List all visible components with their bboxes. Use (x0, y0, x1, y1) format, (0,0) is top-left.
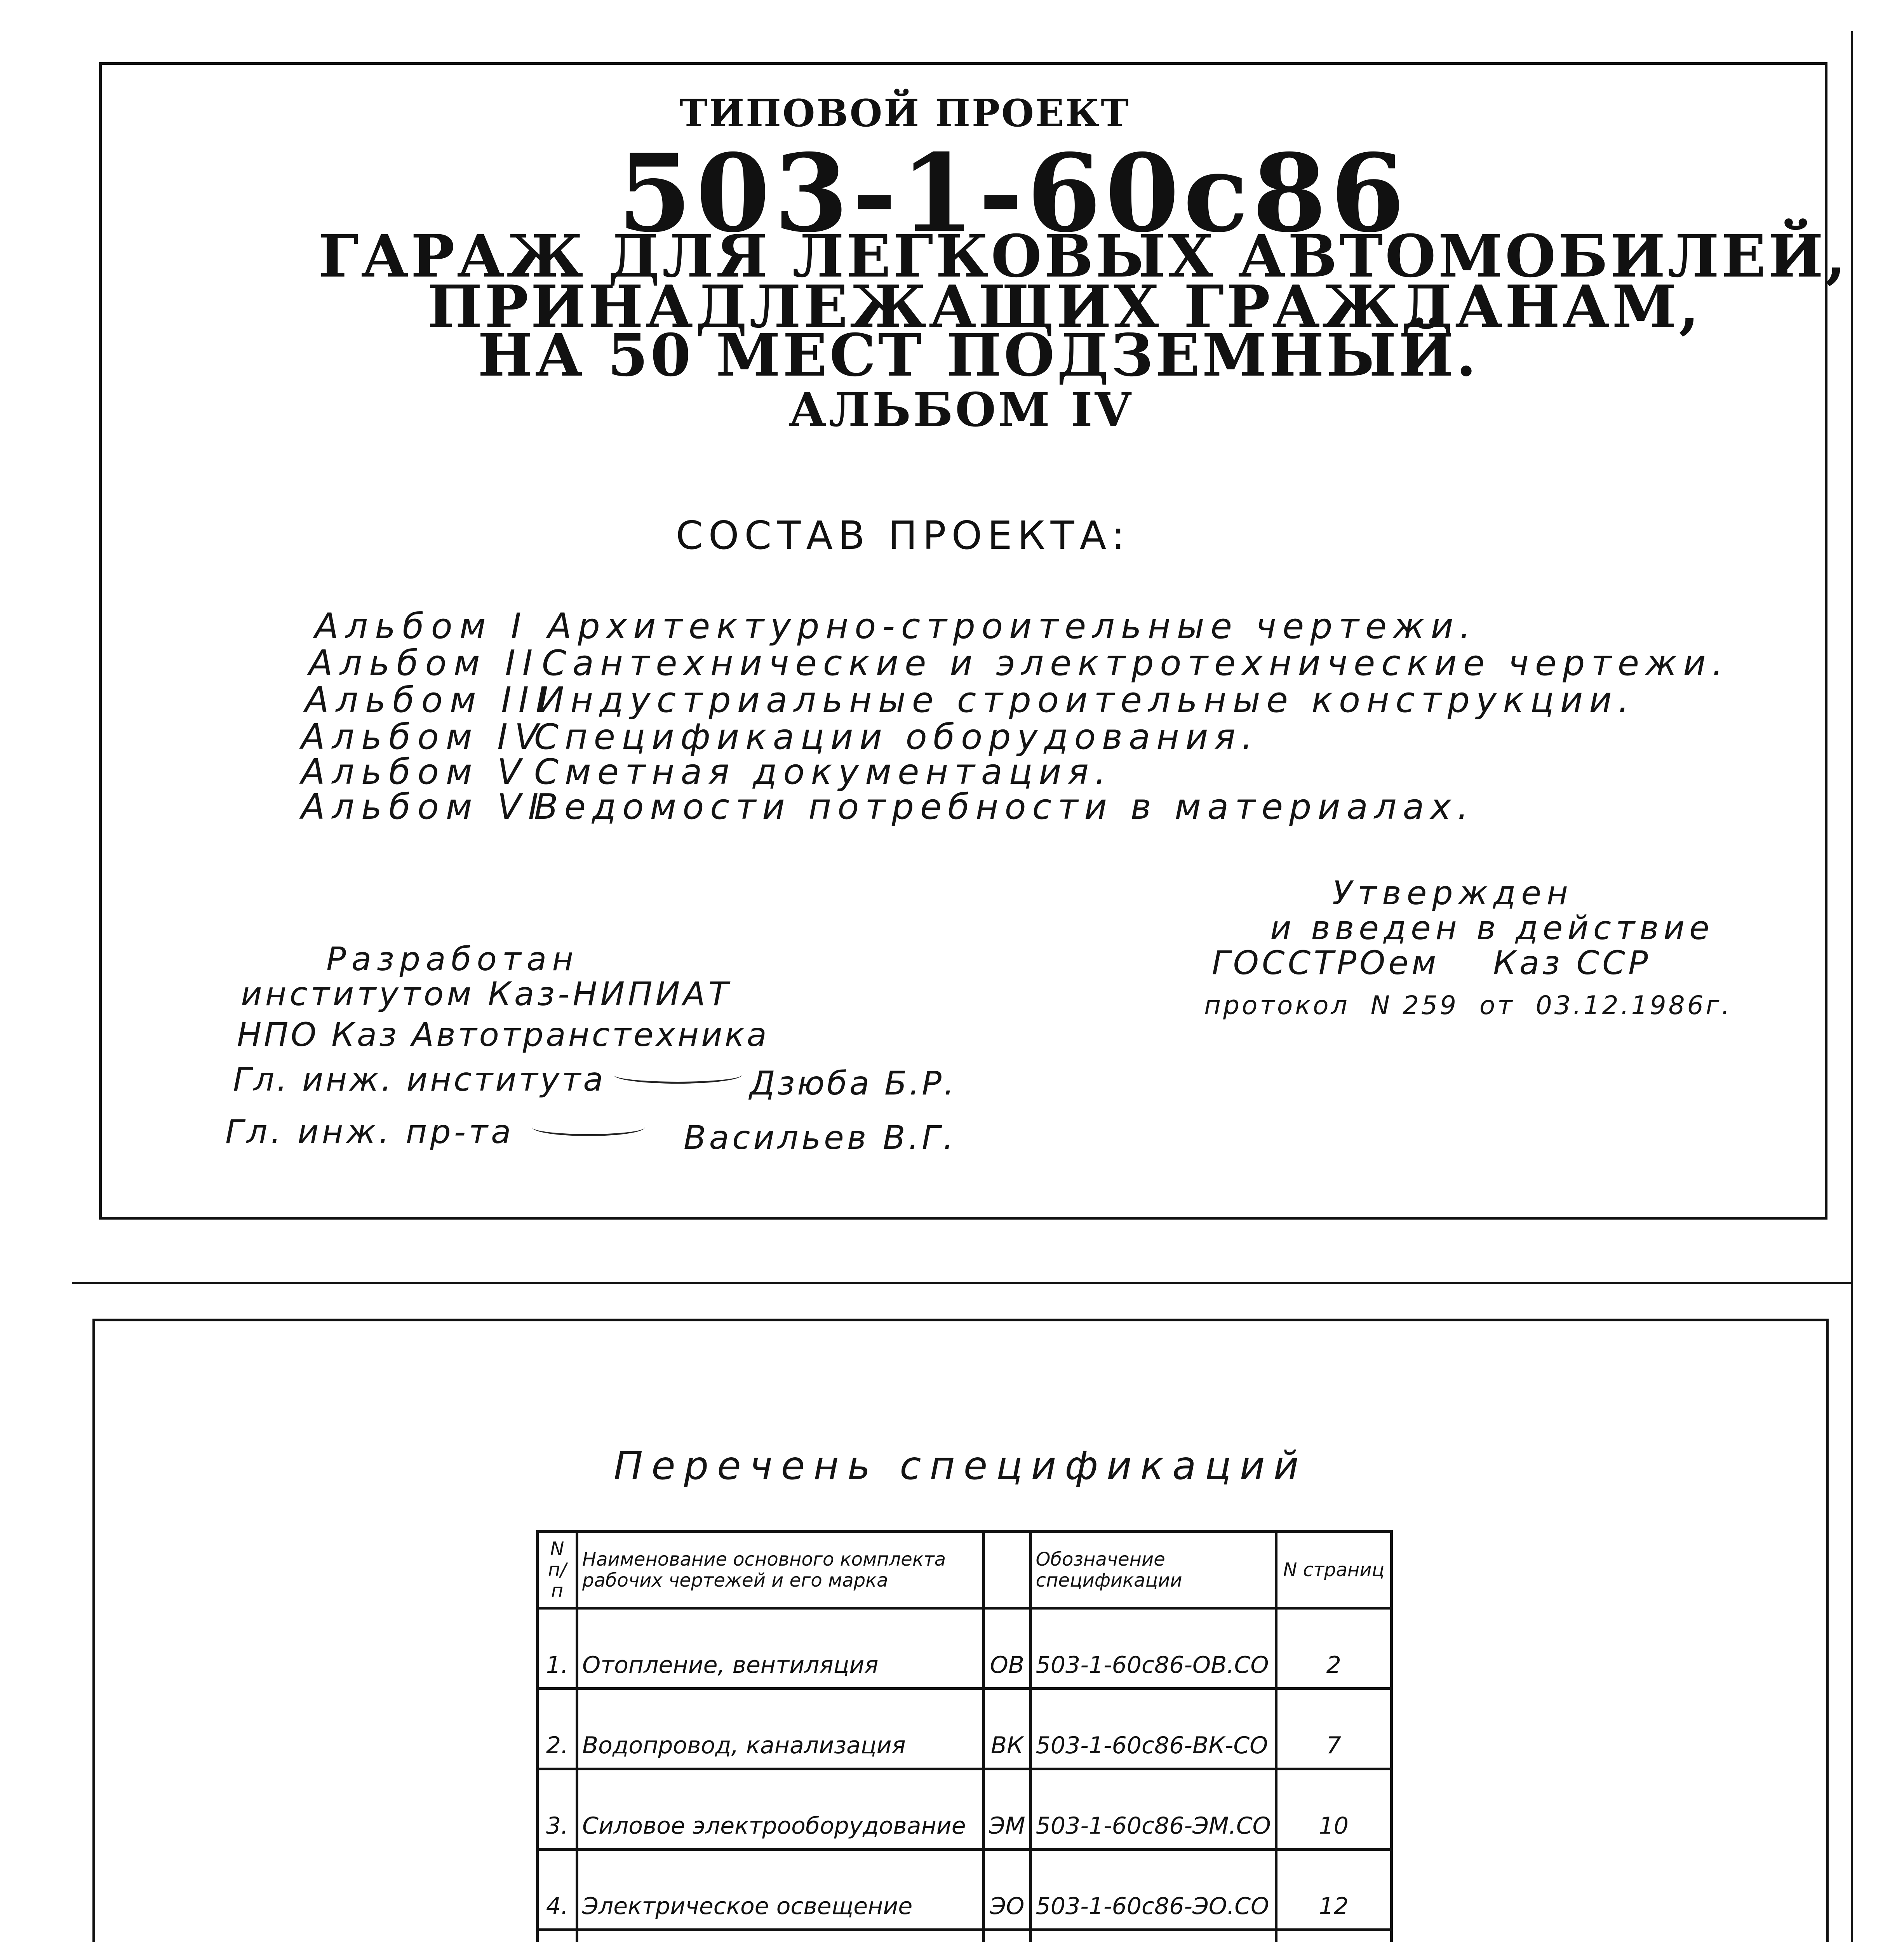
chief-engineer-project-name: Васильев В.Г. (684, 1119, 957, 1157)
row-code: 503-1-60с86-ВК-СО (1030, 1689, 1276, 1769)
signature-vasiliev (532, 1119, 645, 1136)
signature-dzyuba (614, 1066, 742, 1084)
developer-line-2: институтом Каз-НИПИАТ (241, 975, 732, 1013)
title-line-1: ГАРАЖ ДЛЯ ЛЕГКОВЫХ АВТОМОБИЛЕЙ, (318, 222, 1848, 291)
album-description: Архитектурно-строительные чертежи. (548, 606, 1477, 647)
table-row (538, 1689, 1392, 1769)
developer-line-1: Разработан (326, 940, 579, 978)
row-pages: 10 (1276, 1769, 1391, 1850)
chief-engineer-institute-name: Дзюба Б.Р. (750, 1064, 957, 1102)
approved-protocol: протокол N 259 от 03.12.1986г. (1204, 990, 1732, 1020)
album-description: Индустриальные строительные конструкции. (538, 680, 1636, 720)
row-mark: ОВ (984, 1608, 1031, 1689)
right-edge-line (1851, 31, 1853, 1942)
row-mark (984, 1930, 1031, 1942)
header-pages: N страниц (1276, 1532, 1391, 1608)
row-name: Электрическое освещение (577, 1850, 984, 1930)
row-no: 3. (538, 1769, 577, 1850)
row-pages: 7 (1276, 1689, 1391, 1769)
row-code: 503-1-60с86-ЭО.СО (1030, 1850, 1276, 1930)
album-label: Альбом II (309, 643, 540, 684)
album-row (309, 643, 1729, 684)
row-no: 1. (538, 1608, 577, 1689)
table-row (538, 1930, 1392, 1942)
chief-engineer-institute-label: Гл. инж. института (233, 1060, 606, 1098)
row-name: Водопровод, канализация (577, 1689, 984, 1769)
spec-table (536, 1530, 1393, 1942)
approved-line-3: ГОССТРОем Каз ССР (1212, 944, 1651, 982)
album-label: Альбом I (315, 606, 528, 647)
album-row (301, 787, 1474, 827)
header-name: Наименование основного комплекта рабочих чертежей и его марка (577, 1532, 984, 1608)
row-mark: ВК (984, 1689, 1031, 1769)
approved-line-1: Утвержден (1332, 874, 1573, 912)
header-mark (984, 1532, 1031, 1608)
approved-line-2: и введен в действие (1270, 909, 1714, 947)
row-name: Отопление, вентиляция (577, 1608, 984, 1689)
table-row (538, 1608, 1392, 1689)
developer-line-3: НПО Каз Автотранстехника (237, 1016, 769, 1054)
title-line-2: ПРИНАДЛЕЖАЩИХ ГРАЖДАНАМ, (427, 273, 1702, 341)
table-header-row (538, 1532, 1392, 1608)
row-no: 4. (538, 1850, 577, 1930)
album-label: Альбом VI (301, 787, 546, 827)
chief-engineer-project-label: Гл. инж. пр-та (225, 1113, 514, 1151)
album-label: Альбом IV (301, 717, 546, 757)
row-code: 503-1-60с86-ЭМ.СО (1030, 1769, 1276, 1850)
album-label: Альбом V (301, 752, 528, 792)
spec-list-title: Перечень спецификаций (614, 1443, 1307, 1488)
title-line-3: НА 50 МЕСТ ПОДЗЕМНЫЙ. (478, 321, 1479, 390)
row-mark: ЭО (984, 1850, 1031, 1930)
row-pages (1276, 1930, 1391, 1942)
row-name (577, 1930, 984, 1942)
table-row (538, 1850, 1392, 1930)
album-description: Сантехнические и электротехнические чертежи. (542, 643, 1730, 684)
row-name: Силовое электрооборудование (577, 1769, 984, 1850)
row-no (538, 1930, 577, 1942)
row-code: 503-1-60с86-ОВ.СО (1030, 1608, 1276, 1689)
row-pages: 12 (1276, 1850, 1391, 1930)
album-row (305, 680, 1635, 720)
row-pages: 2 (1276, 1608, 1391, 1689)
row-no: 2. (538, 1689, 577, 1769)
album-label: Альбом III (305, 680, 553, 720)
composition-heading: СОСТАВ ПРОЕКТА: (676, 513, 1130, 558)
album-description: Сметная документация. (534, 752, 1112, 792)
project-number: 503-1-60с86 (618, 131, 1409, 256)
table-row (538, 1769, 1392, 1850)
row-code (1030, 1930, 1276, 1942)
album-description: Ведомости потребности в материалах. (534, 787, 1475, 827)
type-project-label: ТИПОВОЙ ПРОЕКТ (680, 91, 1130, 135)
row-mark: ЭМ (984, 1769, 1031, 1850)
album-description: Спецификации оборудования. (534, 717, 1259, 757)
header-no: N п/п (538, 1532, 577, 1608)
separator-line (72, 1282, 1851, 1284)
album-row (315, 606, 1477, 647)
album-title: АЛЬБОМ IV (788, 383, 1133, 437)
header-code: Обозначение спецификации (1030, 1532, 1276, 1608)
